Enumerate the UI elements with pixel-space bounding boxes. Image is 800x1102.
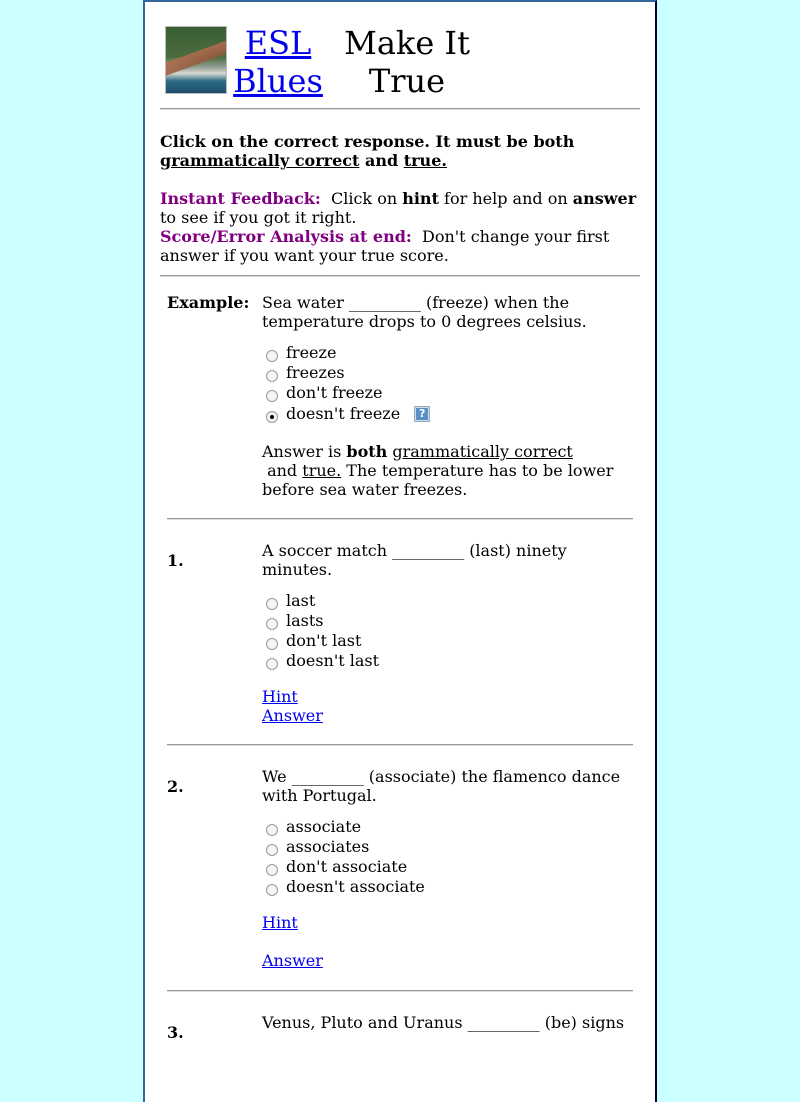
- answer-t1: Answer is: [262, 442, 347, 461]
- option-label: lasts: [286, 611, 324, 630]
- option-label: freeze: [286, 343, 337, 362]
- answer-link[interactable]: Answer: [262, 706, 323, 725]
- title-line-2: True: [368, 62, 446, 100]
- answer-link[interactable]: Answer: [262, 951, 323, 970]
- question-links: [262, 687, 637, 725]
- radio-button[interactable]: [266, 598, 278, 610]
- intro-divider: [160, 275, 640, 277]
- example-option-3[interactable]: [266, 403, 637, 425]
- answer-underline-2: true.: [302, 461, 342, 480]
- question-links: [262, 913, 637, 970]
- radio-button[interactable]: [266, 844, 278, 856]
- option-1[interactable]: [266, 837, 637, 857]
- radio-button[interactable]: [266, 370, 278, 382]
- radio-button[interactable]: [266, 884, 278, 896]
- option-0[interactable]: [266, 591, 637, 611]
- question-text: A soccer match _________ (last) ninety minutes.: [262, 541, 567, 579]
- option-3[interactable]: [266, 877, 637, 897]
- option-3[interactable]: [266, 651, 637, 671]
- intro-section: [160, 132, 645, 265]
- radio-button[interactable]: [266, 824, 278, 836]
- example-options: [266, 343, 637, 425]
- answer-underline-1: grammatically correct: [392, 442, 573, 461]
- feedback-hint-word: hint: [402, 189, 439, 208]
- hint-link[interactable]: Hint: [262, 687, 298, 706]
- option-label: doesn't freeze: [286, 404, 401, 423]
- instruction-text: [160, 132, 645, 170]
- instruction-underline-2: true.: [403, 151, 447, 170]
- brand-link-block: [232, 24, 324, 100]
- feedback-t2: for help and on: [438, 189, 573, 208]
- example-answer-explanation: [262, 442, 637, 499]
- question-number: 2.: [167, 777, 184, 796]
- example-question: Sea water _________ (freeze) when the temperature drops to 0 degrees celsius.: [262, 293, 587, 331]
- score-label: Score/Error Analysis at end:: [160, 227, 412, 246]
- page-title: [337, 24, 477, 100]
- option-label: don't associate: [286, 857, 408, 876]
- option-label: don't last: [286, 631, 362, 650]
- diver-photo: [165, 26, 227, 94]
- example-body: [262, 293, 637, 499]
- answer-t4: The temperature has to be lower before sea water freezes.: [262, 461, 614, 499]
- option-1[interactable]: [266, 611, 637, 631]
- question-body: [262, 541, 637, 725]
- radio-button-checked[interactable]: [266, 411, 278, 423]
- instruction-mid: and: [359, 151, 404, 170]
- question-mark-icon[interactable]: ?: [414, 406, 430, 422]
- brand-line-1: ESL: [244, 24, 312, 62]
- feedback-t3: to see if you got it right.: [160, 208, 357, 227]
- question-divider: [167, 518, 633, 520]
- question-number: 3.: [167, 1023, 184, 1042]
- question-options: [266, 817, 637, 897]
- radio-button[interactable]: [266, 390, 278, 402]
- header: [165, 26, 645, 98]
- feedback-answer-word: answer: [572, 189, 637, 208]
- option-2[interactable]: [266, 631, 637, 651]
- question-divider: [167, 990, 633, 992]
- score-description: Don't change your first answer if you want your true score.: [160, 227, 615, 265]
- question-text: We _________ (associate) the flamenco dance with Portugal.: [262, 767, 621, 805]
- option-2[interactable]: [266, 857, 637, 877]
- option-label: last: [286, 591, 316, 610]
- page-container: [143, 0, 657, 1102]
- radio-button[interactable]: [266, 658, 278, 670]
- example-option-0[interactable]: [266, 343, 637, 363]
- radio-button[interactable]: [266, 638, 278, 650]
- answer-both: both: [346, 442, 388, 461]
- feedback-text: [160, 189, 645, 227]
- instruction-underline-1: grammatically correct: [160, 151, 360, 170]
- hint-link[interactable]: Hint: [262, 913, 298, 932]
- score-text: [160, 227, 645, 265]
- question-body: [262, 767, 637, 970]
- esl-blues-link[interactable]: [233, 24, 323, 100]
- option-label: associate: [286, 817, 362, 836]
- brand-line-2: Blues: [233, 62, 323, 100]
- option-label: doesn't associate: [286, 877, 425, 896]
- example-label: Example:: [167, 293, 250, 312]
- question-number: 1.: [167, 551, 184, 570]
- question-text: Venus, Pluto and Uranus _________ (be) signs: [262, 1013, 625, 1032]
- radio-button[interactable]: [266, 350, 278, 362]
- radio-button[interactable]: [266, 618, 278, 630]
- example-option-2[interactable]: [266, 383, 637, 403]
- option-0[interactable]: [266, 817, 637, 837]
- option-label: associates: [286, 837, 370, 856]
- answer-t3: and: [262, 461, 303, 480]
- example-option-1[interactable]: [266, 363, 637, 383]
- feedback-t1: Click on: [320, 189, 403, 208]
- option-label: don't freeze: [286, 383, 383, 402]
- instruction-prefix: Click on the correct response. It must be both: [160, 132, 575, 151]
- header-divider: [160, 108, 640, 110]
- option-label: freezes: [286, 363, 345, 382]
- question-divider: [167, 744, 633, 746]
- title-line-1: Make It: [344, 24, 470, 62]
- feedback-label: Instant Feedback:: [160, 189, 321, 208]
- question-body: [262, 1013, 637, 1032]
- radio-button[interactable]: [266, 864, 278, 876]
- option-label: doesn't last: [286, 651, 380, 670]
- question-options: [266, 591, 637, 671]
